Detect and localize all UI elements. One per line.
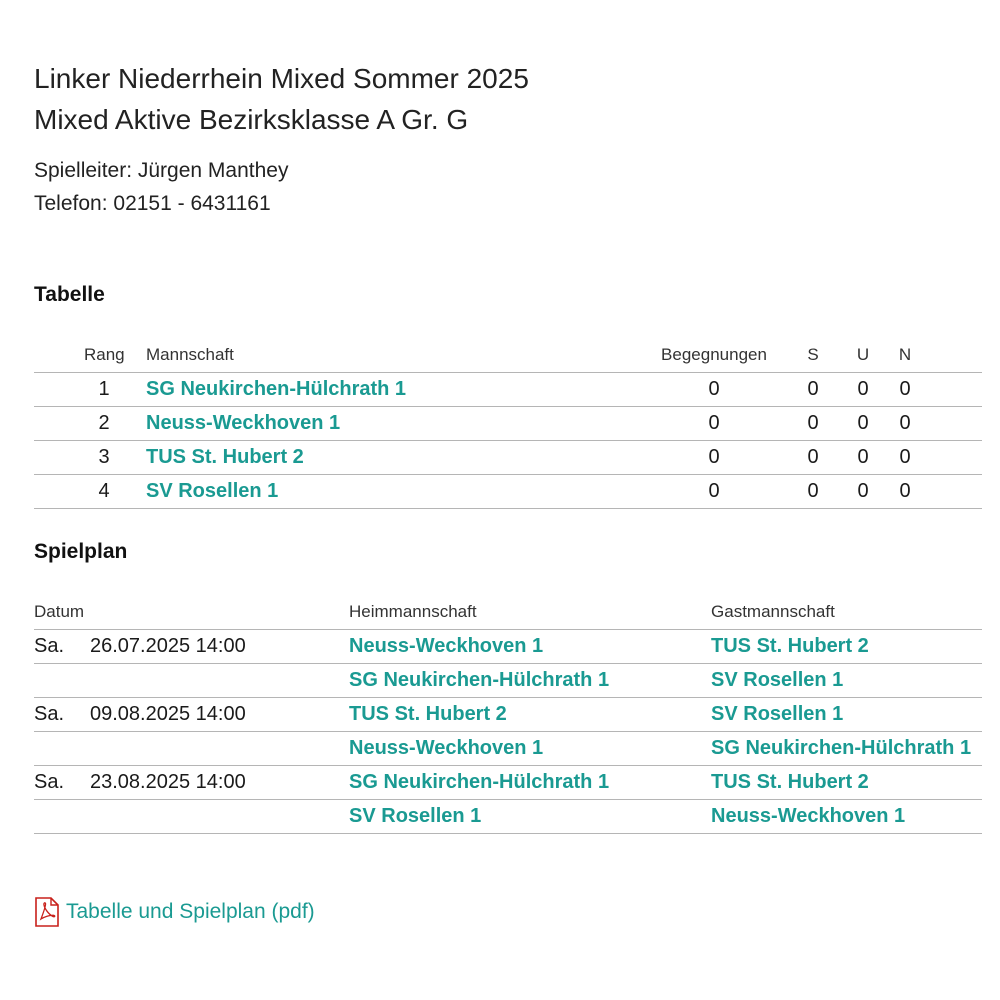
- s-cell: 0: [784, 407, 842, 441]
- datetime-cell: [90, 732, 349, 766]
- spacer-cell: [34, 337, 84, 373]
- n-cell: 0: [884, 373, 926, 407]
- column-header-begegnungen: Begegnungen: [644, 337, 784, 373]
- table-row: [34, 407, 982, 441]
- schedule-heading: Spielplan: [34, 540, 128, 563]
- day-cell: Sa.: [34, 698, 90, 732]
- day-cell: Sa.: [34, 766, 90, 800]
- u-cell: 0: [842, 373, 884, 407]
- team-cell: [124, 407, 644, 441]
- spacer-cell: [926, 475, 982, 509]
- team-link[interactable]: SV Rosellen 1: [711, 669, 844, 691]
- team-link[interactable]: Neuss-Weckhoven 1: [349, 737, 544, 759]
- team-cell: [124, 441, 644, 475]
- column-header-n: N: [884, 337, 926, 373]
- table-row: [34, 475, 982, 509]
- away-team-cell: [711, 630, 982, 664]
- column-header-datum: Datum: [34, 594, 349, 630]
- spacer-cell: [34, 475, 84, 509]
- u-cell: 0: [842, 441, 884, 475]
- table-row: [34, 732, 982, 766]
- home-team-cell: [349, 664, 711, 698]
- datetime-cell: [90, 664, 349, 698]
- contact-info: [34, 154, 288, 220]
- rang-cell: 1: [84, 373, 124, 407]
- title-line-2: Mixed Aktive Bezirksklasse A Gr. G: [34, 104, 469, 135]
- table-row: [34, 441, 982, 475]
- team-link[interactable]: SV Rosellen 1: [711, 703, 844, 725]
- standings-heading: Tabelle: [34, 283, 105, 306]
- column-header-heim: Heimmannschaft: [349, 594, 711, 630]
- begegnungen-cell: 0: [644, 373, 784, 407]
- team-link[interactable]: TUS St. Hubert 2: [146, 446, 304, 468]
- team-cell: [124, 475, 644, 509]
- away-team-cell: [711, 800, 982, 834]
- title-line-1: Linker Niederrhein Mixed Sommer 2025: [34, 63, 529, 94]
- datetime-cell: 09.08.2025 14:00: [90, 698, 349, 732]
- table-row: [34, 698, 982, 732]
- spacer-cell: [34, 407, 84, 441]
- team-link[interactable]: Neuss-Weckhoven 1: [349, 635, 544, 657]
- home-team-cell: [349, 630, 711, 664]
- day-cell: [34, 664, 90, 698]
- column-header-mannschaft: Mannschaft: [124, 337, 644, 373]
- away-team-cell: [711, 698, 982, 732]
- team-link[interactable]: SG Neukirchen-Hülchrath 1: [711, 737, 972, 759]
- begegnungen-cell: 0: [644, 407, 784, 441]
- contact-phone: Telefon: 02151 - 6431161: [34, 192, 271, 215]
- day-cell: [34, 732, 90, 766]
- home-team-cell: [349, 766, 711, 800]
- datetime-cell: [90, 800, 349, 834]
- u-cell: 0: [842, 475, 884, 509]
- s-cell: 0: [784, 475, 842, 509]
- spacer-cell: [34, 441, 84, 475]
- spacer-cell: [926, 337, 982, 373]
- column-header-u: U: [842, 337, 884, 373]
- contact-person: Spielleiter: Jürgen Manthey: [34, 159, 289, 182]
- table-row: [34, 800, 982, 834]
- home-team-cell: [349, 698, 711, 732]
- team-link[interactable]: Neuss-Weckhoven 1: [711, 805, 906, 827]
- home-team-cell: [349, 800, 711, 834]
- away-team-cell: [711, 732, 982, 766]
- table-row: [34, 664, 982, 698]
- pdf-file-icon[interactable]: [34, 897, 60, 927]
- home-team-cell: [349, 732, 711, 766]
- standings-table: [34, 337, 982, 509]
- team-link[interactable]: SV Rosellen 1: [349, 805, 482, 827]
- team-link[interactable]: SG Neukirchen-Hülchrath 1: [349, 669, 610, 691]
- schedule-table: [34, 594, 982, 834]
- column-header-rang: Rang: [84, 337, 124, 373]
- pdf-link[interactable]: Tabelle und Spielplan (pdf): [66, 900, 315, 923]
- spacer-cell: [926, 407, 982, 441]
- rang-cell: 3: [84, 441, 124, 475]
- team-link[interactable]: SG Neukirchen-Hülchrath 1: [146, 378, 407, 400]
- u-cell: 0: [842, 407, 884, 441]
- begegnungen-cell: 0: [644, 441, 784, 475]
- n-cell: 0: [884, 407, 926, 441]
- datetime-cell: 26.07.2025 14:00: [90, 630, 349, 664]
- spacer-cell: [926, 373, 982, 407]
- spacer-cell: [34, 373, 84, 407]
- s-cell: 0: [784, 441, 842, 475]
- team-link[interactable]: Neuss-Weckhoven 1: [146, 412, 341, 434]
- table-row: [34, 766, 982, 800]
- away-team-cell: [711, 766, 982, 800]
- table-row: [34, 373, 982, 407]
- team-link[interactable]: TUS St. Hubert 2: [711, 635, 869, 657]
- team-link[interactable]: SV Rosellen 1: [146, 480, 279, 502]
- team-link[interactable]: TUS St. Hubert 2: [349, 703, 507, 725]
- page-title: [34, 58, 529, 140]
- n-cell: 0: [884, 441, 926, 475]
- rang-cell: 4: [84, 475, 124, 509]
- n-cell: 0: [884, 475, 926, 509]
- begegnungen-cell: 0: [644, 475, 784, 509]
- team-cell: [124, 373, 644, 407]
- away-team-cell: [711, 664, 982, 698]
- spacer-cell: [926, 441, 982, 475]
- column-header-gast: Gastmannschaft: [711, 594, 982, 630]
- table-row: [34, 630, 982, 664]
- team-link[interactable]: TUS St. Hubert 2: [711, 771, 869, 793]
- day-cell: [34, 800, 90, 834]
- s-cell: 0: [784, 373, 842, 407]
- pdf-download[interactable]: [34, 897, 315, 927]
- standings-header-row: [34, 337, 982, 373]
- day-cell: Sa.: [34, 630, 90, 664]
- team-link[interactable]: SG Neukirchen-Hülchrath 1: [349, 771, 610, 793]
- datetime-cell: 23.08.2025 14:00: [90, 766, 349, 800]
- column-header-s: S: [784, 337, 842, 373]
- schedule-header-row: [34, 594, 982, 630]
- rang-cell: 2: [84, 407, 124, 441]
